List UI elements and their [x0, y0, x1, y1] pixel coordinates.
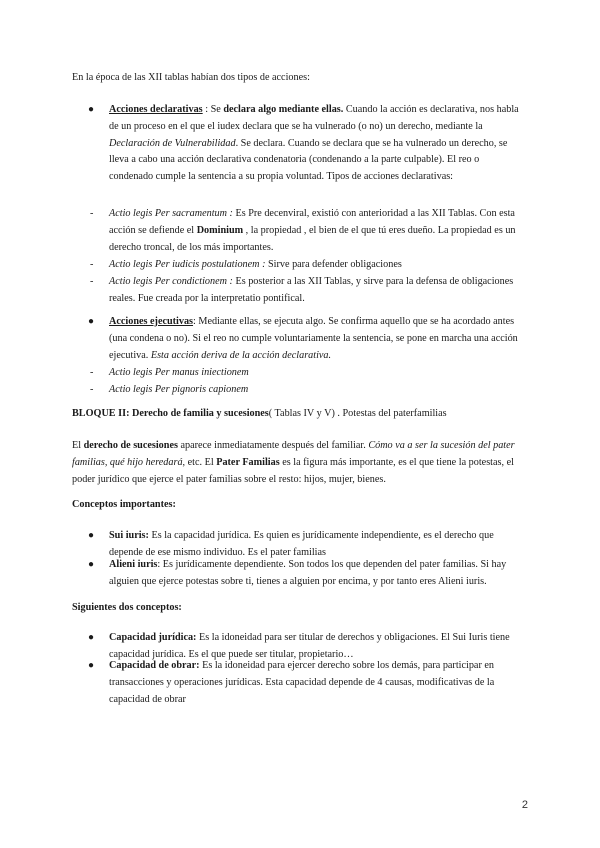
ejec-item-manus	[109, 365, 525, 382]
bullet-marker: ●	[88, 316, 95, 327]
decl-item-text: Sirve para defender obligaciones	[265, 259, 402, 270]
siguiente-text: Es la idoneidad para ser titular de derechos y obligaciones. El Sui Iuris tiene capacidad jurídica. Es el que puede ser titular, propietario…	[109, 632, 510, 660]
declarativas-paragraph	[109, 102, 525, 186]
suc-text: El	[72, 440, 84, 451]
declarativas-bold: declara algo mediante ellas.	[223, 104, 344, 115]
conceptos-heading	[72, 497, 524, 514]
siguientes-heading	[72, 600, 524, 617]
sucesiones-paragraph	[72, 438, 524, 488]
conceptos-title: Conceptos importantes:	[72, 499, 176, 510]
concepto-term: Sui iuris:	[109, 530, 149, 541]
bullet-marker: ●	[88, 530, 95, 541]
bullet-marker: ●	[88, 660, 95, 671]
declarativas-text-1: Cuando la acción es declarativa, nos habla de un proceso en el que el iudex declara que se ha vulnerado (o no) un derecho, mediante la	[109, 104, 519, 132]
bloque-rest: ( Tablas IV y V) . Potestas del paterfamilias	[268, 408, 447, 419]
decl-item-bold: Dominium	[196, 224, 244, 236]
concepto-term: Alieni iuris	[109, 559, 158, 570]
dash-marker: -	[90, 367, 94, 378]
ejecutivas-paragraph	[109, 314, 525, 364]
intro-paragraph: En la época de las XII tablas habían dos tipos de acciones:	[72, 72, 310, 83]
siguiente-text: Es la idoneidad para ejercer derecho sobre los demás, para participar en transacciones y operaciones jurídicas. Esta capacidad depende de 4 causas, modificativas de la capacidad de obrar	[109, 660, 495, 705]
suc-text: es la figura más importante, es el que tiene la potestas, el poder jurídico que ejerce el pater familias sobre el resto: hijos, mujer, bienes.	[72, 456, 514, 485]
concepto-alieni-iuris	[109, 557, 525, 591]
suc-text: aparece inmediatamente después del familiar.	[177, 440, 369, 451]
decl-item-text: Es posterior a las XII Tablas, y sirve para la defensa de obligaciones reales. Fue creada por la interpretatio pontifical.	[109, 276, 514, 304]
ejec-item-title: Actio legis Per pignoris capionem	[109, 384, 249, 395]
page-number: 2	[521, 799, 528, 811]
decl-item-text: Es Pre decenviral, existió con anterioridad a las XII Tablas. Con esta acción se defiende el	[109, 208, 515, 236]
concepto-capacidad-obrar	[109, 658, 525, 708]
decl-item-iudicis	[109, 257, 525, 274]
bloque-bold: BLOQUE II: Derecho de familia y sucesiones	[72, 408, 269, 419]
suc-bold: derecho de sucesiones	[83, 440, 178, 451]
dash-marker: -	[90, 384, 94, 395]
ejecutivas-italic: Esta acción deriva de la acción declarativa.	[150, 349, 332, 361]
bloque-heading	[72, 406, 524, 423]
siguiente-term: Capacidad de obrar:	[109, 660, 200, 671]
declarativas-term: Acciones declarativas	[109, 104, 203, 115]
declarativas-text-2: . Se declara. Cuando se declara que se ha vulnerado un derecho, se lleva a cabo una acción declarativa condenatoria (condenando a la parte culpable). El reo o condenado cumple la sentencia a su propia voluntad. Tipos de acciones declarativas:	[109, 137, 508, 183]
concepto-text: : Es jurídicamente dependiente. Son todos los que dependen del pater familias. Si hay alguien que ejerce potestas sobre ti, tienes a alguien por encima, y por tanto eres Alieni iuris.	[109, 559, 507, 587]
suc-bold: Pater Familias	[216, 456, 280, 468]
decl-item-condictionem	[109, 274, 525, 308]
ejecutivas-term: Acciones ejecutivas	[109, 316, 194, 327]
concepto-text: Es la capacidad jurídica. Es quien es jurídicamente independiente, es el derecho que depende de ese mismo individuo. Es el pater familias	[109, 530, 494, 558]
decl-item-title: Actio legis Per iudicis postulationem :	[109, 259, 266, 270]
decl-item-title: Actio legis Per sacramentum :	[109, 208, 233, 219]
declarativas-italic: Declaración de Vulnerabilidad	[109, 137, 236, 149]
bullet-marker: ●	[88, 632, 95, 643]
declarativas-sep: : Se	[202, 104, 224, 115]
ejec-item-pignoris	[109, 382, 525, 399]
ejec-item-title: Actio legis Per manus iniectionem	[109, 367, 249, 378]
decl-item-text-b: , la propiedad , el bien de el que tú eres dueño. La propiedad es un derecho troncal, de los más importantes.	[109, 224, 516, 253]
suc-text: , etc. El	[182, 456, 217, 468]
dash-marker: -	[90, 208, 94, 219]
decl-item-sacramentum	[109, 206, 525, 256]
bullet-marker: ●	[88, 559, 95, 570]
suc-italic: Cómo va a ser la sucesión del pater familias, qué hijo heredará	[72, 440, 515, 468]
bullet-marker: ●	[88, 104, 95, 115]
siguientes-title: Siguientes dos conceptos:	[72, 602, 182, 613]
dash-marker: -	[90, 259, 94, 270]
dash-marker: -	[90, 276, 94, 287]
decl-item-title: Actio legis Per condictionem :	[109, 276, 233, 287]
ejecutivas-text: : Mediante ellas, se ejecuta algo. Se confirma aquello que se ha acordado antes (una condena o no). Si el reo no cumple voluntariamente la sentencia, se pone en marcha una acción ejecutiva.	[109, 316, 518, 361]
siguiente-term: Capacidad jurídica:	[109, 632, 197, 643]
